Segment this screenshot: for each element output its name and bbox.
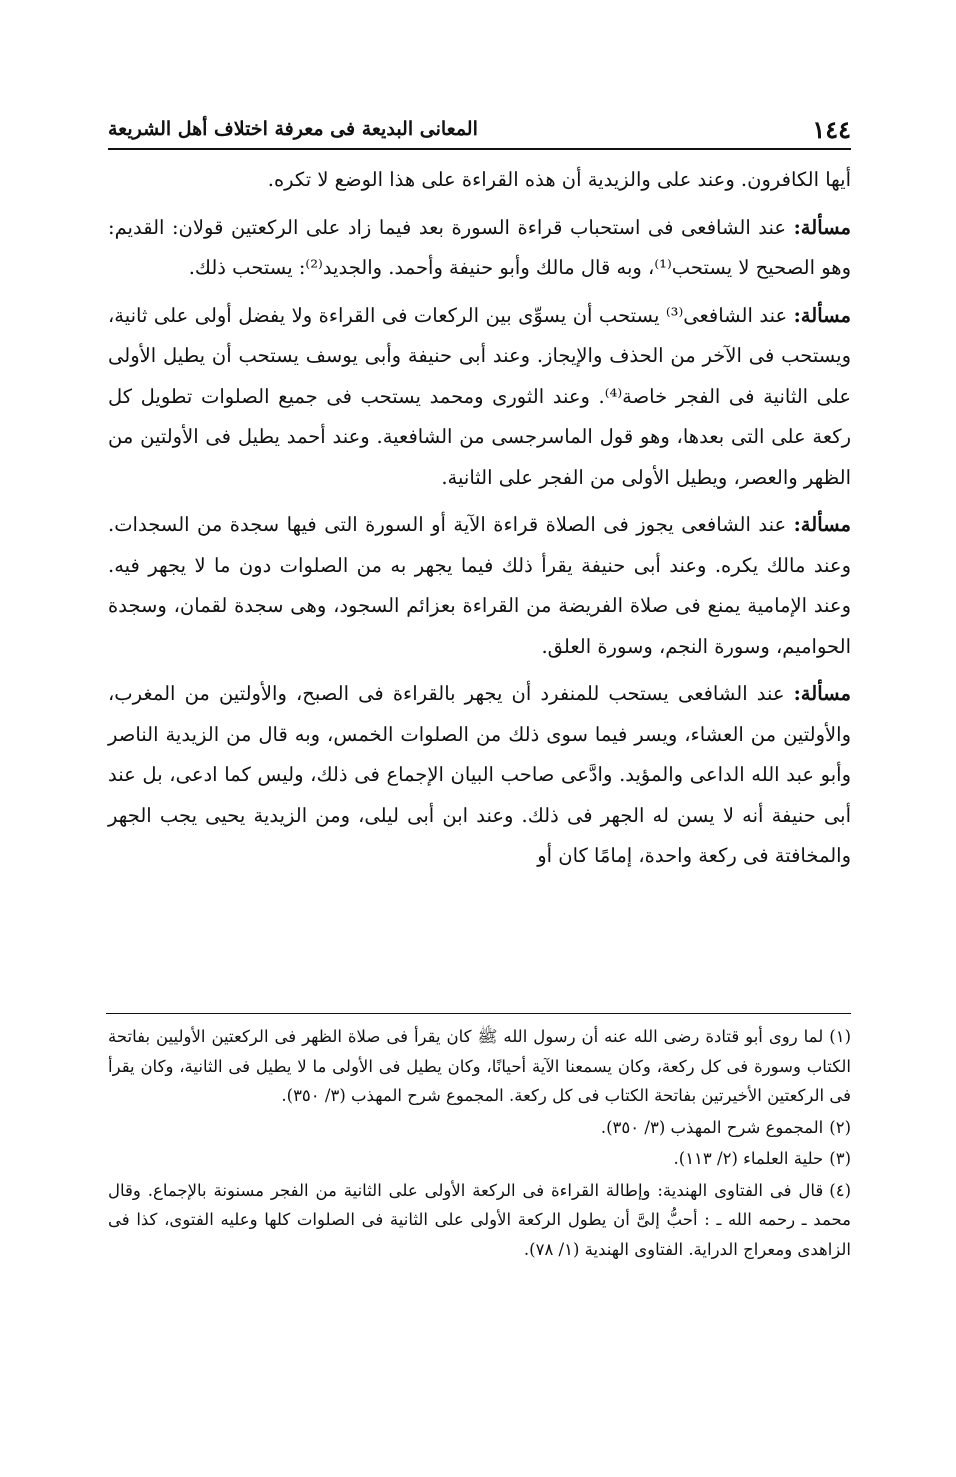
issue-label: مسألة: bbox=[793, 215, 851, 239]
issue-label: مسألة: bbox=[793, 513, 851, 536]
footnote-text: المجموع شرح المهذب (٣/ ٣٥٠). bbox=[600, 1117, 824, 1137]
footnote-number: (٢) bbox=[829, 1117, 851, 1137]
footnote-text: حلية العلماء (٢/ ١١٣). bbox=[673, 1149, 824, 1168]
header-divider bbox=[108, 148, 851, 150]
footnote bbox=[108, 1113, 851, 1143]
paragraph bbox=[108, 160, 851, 201]
paragraph-text: عند الشافعى يجوز فى الصلاة قراءة الآية أو السورة التى فيها سجدة من السجدات. وعند مالك يكره. وعند أبى حنيفة يقرأ ذلك فيما يجهر به من الصلوات دون ما لا يجهر فيه. وعند الإمامية يمنع فى صلاة الفريضة من القراءة بعزائم السجود، وهى سجدة لقمان، وسجدة الحواميم، وسورة النجم، وسورة العلق. bbox=[108, 513, 851, 658]
footnotes bbox=[108, 1022, 851, 1266]
footnote-divider bbox=[106, 1013, 851, 1014]
page-number: ١٤٤ bbox=[812, 114, 851, 144]
issue-label: مسألة: bbox=[793, 303, 851, 327]
paragraph-text: عند الشافعى فى استحباب قراءة السورة بعد فيما زاد على الركعتين قولان: القديم: وهو الصحيح لا يستحب⁽¹⁾، وبه قال مالك وأبو حنيفة وأحمد. والجديد⁽²⁾: يستحب ذلك. bbox=[108, 215, 851, 279]
paragraph-text: عند الشافعى يستحب للمنفرد أن يجهر بالقراءة فى الصبح، والأولتين من المغرب، والأولتين من العشاء، ويسر فيما سوى ذلك من الصلوات الخمس، وبه قال من الزيدية الناصر وأبو عبد الله الداعى والمؤيد. وادَّعى صاحب البيان الإجماع فى ذلك، وليس كما ادعى، بل عند أبى حنيفة أنه لا يسن له الجهر فى ذلك. وعند ابن أبى ليلى، ومن الزيدية يحيى يجب الجهر والمخافتة فى ركعة واحدة، إمامًا كان أو bbox=[108, 682, 851, 867]
paragraph-text: عند الشافعى⁽³⁾ يستحب أن يسوِّى بين الركعات فى القراءة ولا يفضل أولى على ثانية، ويستحب فى الآخر من الحذف والإيجاز. وعند أبى حنيفة وأبى يوسف يستحب أن يطيل الأولى على الثانية فى الفجر خاصة⁽⁴⁾. وعند الثورى ومحمد يستحب فى جميع الصلوات تطويل كل ركعة على التى بعدها، وهو قول الماسرجسى من الشافعية. وعند أحمد يطيل فى الأولتين من الظهر والعصر، ويطيل الأولى من الفجر على الثانية. bbox=[108, 303, 852, 489]
footnote-number: (٣) bbox=[829, 1149, 851, 1168]
footnote bbox=[108, 1144, 851, 1174]
paragraph bbox=[108, 208, 851, 289]
footnote-number: (٤) bbox=[829, 1180, 851, 1200]
footnote-text: لما روى أبو قتادة رضى الله عنه أن رسول الله ﷺ كان يقرأ فى صلاة الظهر فى الركعتين الأوليين بفاتحة الكتاب وسورة فى كل ركعة، وكان يسمعنا الآية أحيانًا، وكان يطيل فى الأولى ما لا يطيل فى الثانية، وكان يقرأ فى الركعتين الأخيرتين بفاتحة الكتاب فى كل ركعة. المجموع شرح المهذب (٣/ ٣٥٠). bbox=[108, 1027, 851, 1105]
paragraph bbox=[108, 674, 851, 877]
paragraph-text: أيها الكافرون. وعند على والزيدية أن هذه القراءة على هذا الوضع لا تكره. bbox=[267, 168, 851, 191]
footnote bbox=[108, 1022, 851, 1111]
book-title: المعانى البديعة فى معرفة اختلاف أهل الشريعة bbox=[108, 118, 478, 140]
footnote-text: قال فى الفتاوى الهندية: وإطالة القراءة فى الركعة الأولى على الثانية من الفجر مسنونة بالإجماع. وقال محمد ـ رحمه الله ـ : أحبُّ إلىَّ أن يطول الركعة الأولى على الثانية فى الصلوات كلها وعليه الفتوى، كذا فى الزاهدى ومعراج الدراية. الفتاوى الهندية (١/ ٧٨). bbox=[108, 1180, 851, 1259]
footnote-number: (١) bbox=[829, 1027, 851, 1046]
page-header bbox=[108, 112, 851, 146]
paragraph bbox=[108, 505, 851, 667]
paragraph bbox=[108, 296, 851, 499]
issue-label: مسألة: bbox=[793, 682, 851, 705]
footnote bbox=[108, 1176, 851, 1265]
main-text bbox=[108, 160, 851, 884]
